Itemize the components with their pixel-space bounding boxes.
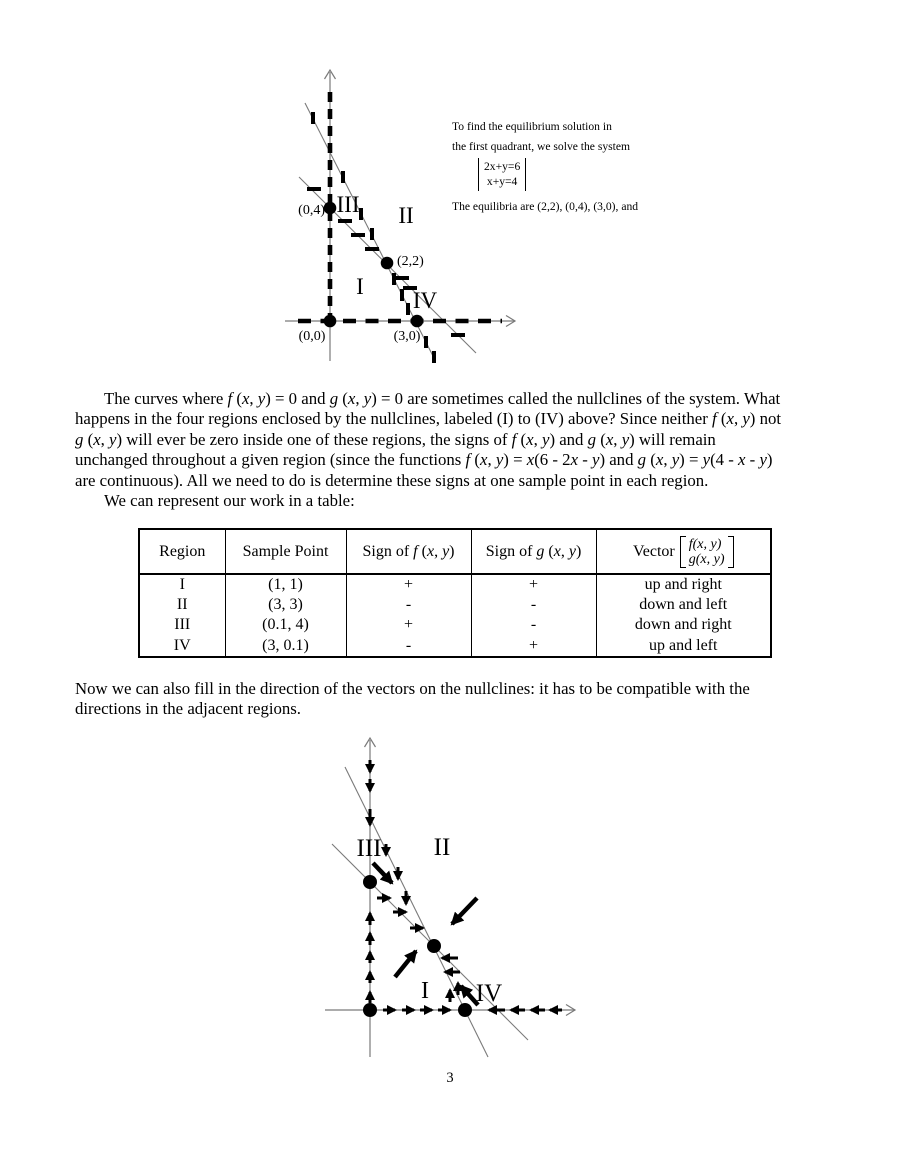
cell-sample-point: (3, 3) [225,595,346,615]
point-label-00: (0,0) [298,329,326,344]
nullclines-paragraph [75,389,855,511]
paragraph-line: Now we can also fill in the direction of the vectors on the nullclines: it has to be compatible with the [75,679,750,698]
paragraph-line: unchanged throughout a given region (since the functions f (x, y) = x(6 - 2x - y) and g (x, y) = y(4 - x - y) [75,450,773,470]
cell-sign-f: + [346,574,471,595]
cell-vector: down and left [596,595,771,615]
region-label-ii: II [433,834,451,861]
header-sample-point: Sample Point [225,529,346,574]
nullcline-diagram-top [280,60,530,380]
matrix-bracket-right [728,536,734,568]
down-arrows-steep-line [386,844,406,904]
region-label-iv: IV [412,288,438,313]
paragraph-line: We can represent our work in a table: [104,491,355,511]
equation-system [478,158,787,192]
cell-vector: up and left [596,636,771,657]
header-vector [596,529,771,574]
table-row [139,595,771,615]
up-arrows-shallow-line [450,983,458,1002]
point-label-22: (2,2) [397,254,424,269]
direction-field-diagram-bottom [315,730,585,1065]
cell-sign-f: - [346,595,471,615]
paragraph-line: are continuous). All we need to do is determine these signs at one sample point in each region. [75,470,709,490]
matrix-row-g: g(x, y) [688,551,725,567]
region-label-i: I [421,978,429,1004]
paragraph-line: directions in the adjacent regions. [75,699,302,719]
region-ii-vector-arrow [452,898,477,924]
cell-sign-f: + [346,615,471,635]
vector-label: Vector [632,542,675,560]
cell-vector: up and right [596,574,771,595]
equation-1: 2x+y=6 [484,160,521,173]
cell-sample-point: (0.1, 4) [225,615,346,635]
table-header-row [139,529,771,574]
point-label-04: (0,4) [298,203,325,218]
paragraph-line: The curves where f (x, y) = 0 and g (x, y) = 0 are sometimes called the nullclines of the system. What [104,389,781,408]
equilibrium-dots [363,875,472,1017]
table-row [139,615,771,635]
annotation-line3: The equilibria are (2,2), (0,4), (3,0), and [452,199,639,213]
cell-sign-g: + [471,636,596,657]
paragraph-line: happens in the four regions enclosed by the nullclines, labeled (I) to (IV) above? Since neither f (x, y) not [75,409,782,429]
region-i-vector-arrow [395,951,416,977]
figure-annotation [452,117,787,217]
cell-sign-g: + [471,574,596,595]
cell-region: III [139,615,225,635]
point-label-30: (3,0) [393,329,421,344]
region-label-iii: III [336,192,360,217]
cell-sample-point: (1, 1) [225,574,346,595]
right-arrows-shallow-line [377,898,423,928]
region-label-i: I [356,274,364,299]
cell-sign-f: - [346,636,471,657]
cell-region: IV [139,636,225,657]
directions-paragraph [75,679,855,720]
table-row [139,574,771,595]
header-sign-g: Sign of g (x, y) [471,529,596,574]
cell-region: II [139,595,225,615]
header-region: Region [139,529,225,574]
cell-sign-g: - [471,595,596,615]
vector-matrix [680,536,734,568]
region-label-ii: II [398,203,414,228]
cell-sample-point: (3, 0.1) [225,636,346,657]
page-number: 3 [446,1070,454,1086]
region-label-iv: IV [475,980,503,1007]
matrix-row-f: f(x, y) [688,536,722,552]
equation-2: x+y=4 [486,174,518,188]
cell-region: I [139,574,225,595]
annotation-line2: the first quadrant, we solve the system [452,140,631,153]
cell-vector: down and right [596,615,771,635]
paragraph-line: g (x, y) will ever be zero inside one of these regions, the signs of f (x, y) and g (x, y) will remain [75,429,716,449]
annotation-line1: To find the equilibrium solution in [452,120,612,133]
sign-table [138,528,772,658]
cell-sign-g: - [471,615,596,635]
region-label-iii: III [356,835,382,862]
table-row [139,636,771,657]
header-sign-f: Sign of f (x, y) [346,529,471,574]
